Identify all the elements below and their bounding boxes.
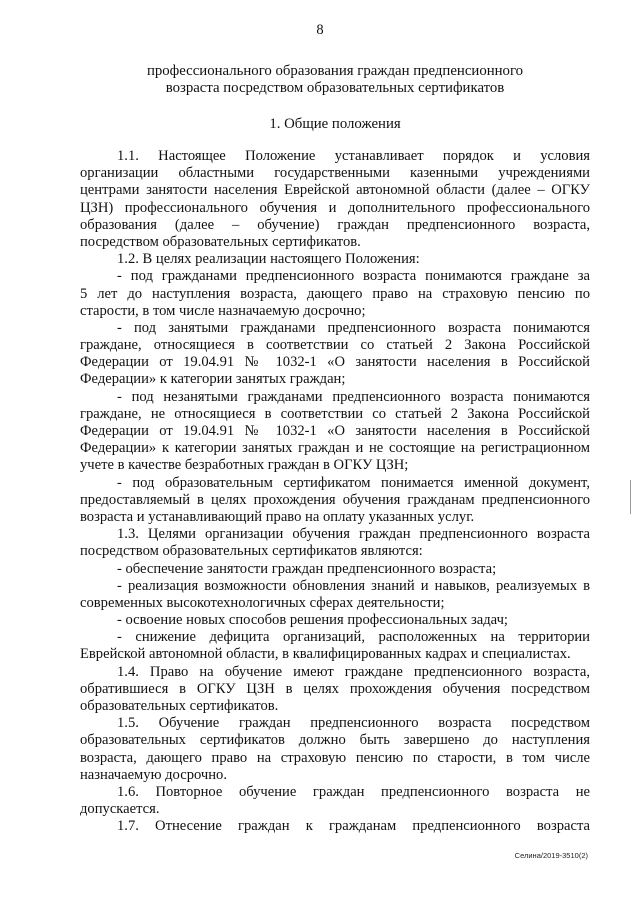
text-line: образовательных сертификатов должно быть завершено до наступления [80, 732, 590, 749]
text-line: ЦЗН) профессионального обучения и дополнительного профессионального [80, 199, 590, 216]
section-heading: 1. Общие положения [269, 116, 401, 132]
title-line-2: возраста посредством образовательных сертификатов [165, 80, 505, 97]
text-line: организации областными государственными казенными учреждениями [80, 165, 590, 182]
paragraph [80, 612, 590, 629]
paragraph [80, 561, 590, 578]
text-line: Еврейской автономной области, в квалифицированных кадрах и специалистах. [80, 646, 571, 663]
text-line: - под занятыми гражданами предпенсионного возраста понимаются [117, 319, 590, 336]
scan-mark [630, 480, 631, 514]
text-line: - обеспечение занятости граждан предпенсионного возраста; [117, 560, 497, 577]
text-line: 1.4. Право на обучение имеют граждане предпенсионного возраста, [117, 663, 590, 680]
text-line: обратившиеся в ОГКУ ЦЗН в целях прохождения обучения посредством [80, 680, 590, 697]
text-line: - освоение новых способов решения профессиональных задач; [117, 612, 508, 629]
page-number: 8 [316, 22, 324, 38]
text-line: 1.3. Целями организации обучения граждан предпенсионного возраста [117, 526, 590, 543]
text-line: учете в качестве безработных граждан в ОГКУ ЦЗН; [80, 457, 409, 474]
text-line: образовательных сертификатов. [80, 698, 279, 714]
text-line: образования (далее – обучение) граждан предпенсионного возраста, [80, 216, 590, 233]
text-line: предоставляемый в целях прохождения обучения гражданам предпенсионного [80, 491, 590, 508]
text-line: старости, в том числе назначаемую досрочно; [80, 302, 366, 319]
text-line: - под образовательным сертификатом понимается именной документ, [117, 474, 590, 491]
text-line: - реализация возможности обновления знаний и навыков, реализуемых в [117, 577, 590, 594]
text-line: 1.2. В целях реализации настоящего Положения: [117, 251, 420, 268]
paragraph [80, 320, 590, 389]
paragraph [80, 818, 590, 835]
document-title [80, 63, 590, 98]
text-line: современных высокотехнологичных сферах деятельности; [80, 594, 445, 611]
document-body [80, 148, 590, 836]
text-line: Федерации от 19.04.91 № 1032-1 «О занятости населения в Российской [80, 423, 590, 439]
text-line: центрами занятости населения Еврейской автономной области (далее – ОГКУ [80, 182, 590, 199]
paragraph [80, 251, 590, 268]
text-line: Федерации» к категории занятых граждан; [80, 371, 346, 388]
text-line: 1.1. Настоящее Положение устанавливает порядок и условия [117, 148, 590, 164]
paragraph [80, 784, 590, 818]
text-line: Федерации» к категории занятых граждан и не состоящие на регистрационном [80, 440, 590, 457]
text-line: 1.7. Отнесение граждан к гражданам предпенсионного возраста [117, 818, 590, 835]
paragraph [80, 389, 590, 475]
paragraph [80, 715, 590, 784]
paragraph [80, 526, 590, 560]
text-line: 1.5. Обучение граждан предпенсионного возраста посредством [117, 715, 590, 732]
text-line: - под гражданами предпенсионного возраста понимаются граждане за [117, 268, 590, 285]
paragraph [80, 475, 590, 527]
text-line: граждане, не относящиеся в соответствии со статьей 2 Закона Российской [80, 405, 590, 422]
text-line: - под незанятыми гражданами предпенсионного возраста понимаются [117, 388, 590, 405]
text-line: 1.6. Повторное обучение граждан предпенсионного возраста не [117, 783, 590, 800]
text-line: - снижение дефицита организаций, расположенных на территории [117, 629, 590, 646]
text-line: посредством образовательных сертификатов являются: [80, 543, 423, 560]
paragraph [80, 148, 590, 251]
text-line: возраста и устанавливающий право на оплату указанных услуг. [80, 508, 475, 525]
paragraph [80, 578, 590, 612]
title-line-1: профессионального образования граждан предпенсионного [146, 63, 524, 79]
paragraph [80, 629, 590, 663]
text-line: допускается. [80, 801, 160, 818]
text-line: возраста, дающего право на страховую пенсию по старости, в том числе [80, 749, 590, 766]
footer-code: Селина/2019-3510(2) [514, 851, 588, 860]
paragraph [80, 664, 590, 716]
text-line: 5 лет до наступления возраста, дающего право на страховую пенсию по [80, 285, 590, 302]
text-line: посредством образовательных сертификатов. [80, 233, 361, 250]
text-line: Федерации от 19.04.91 № 1032-1 «О занятости населения в Российской [80, 354, 590, 371]
paragraph [80, 268, 590, 320]
text-line: назначаемую досрочно. [80, 766, 228, 783]
text-line: граждане, относящиеся в соответствии со статьей 2 Закона Российской [80, 337, 590, 354]
